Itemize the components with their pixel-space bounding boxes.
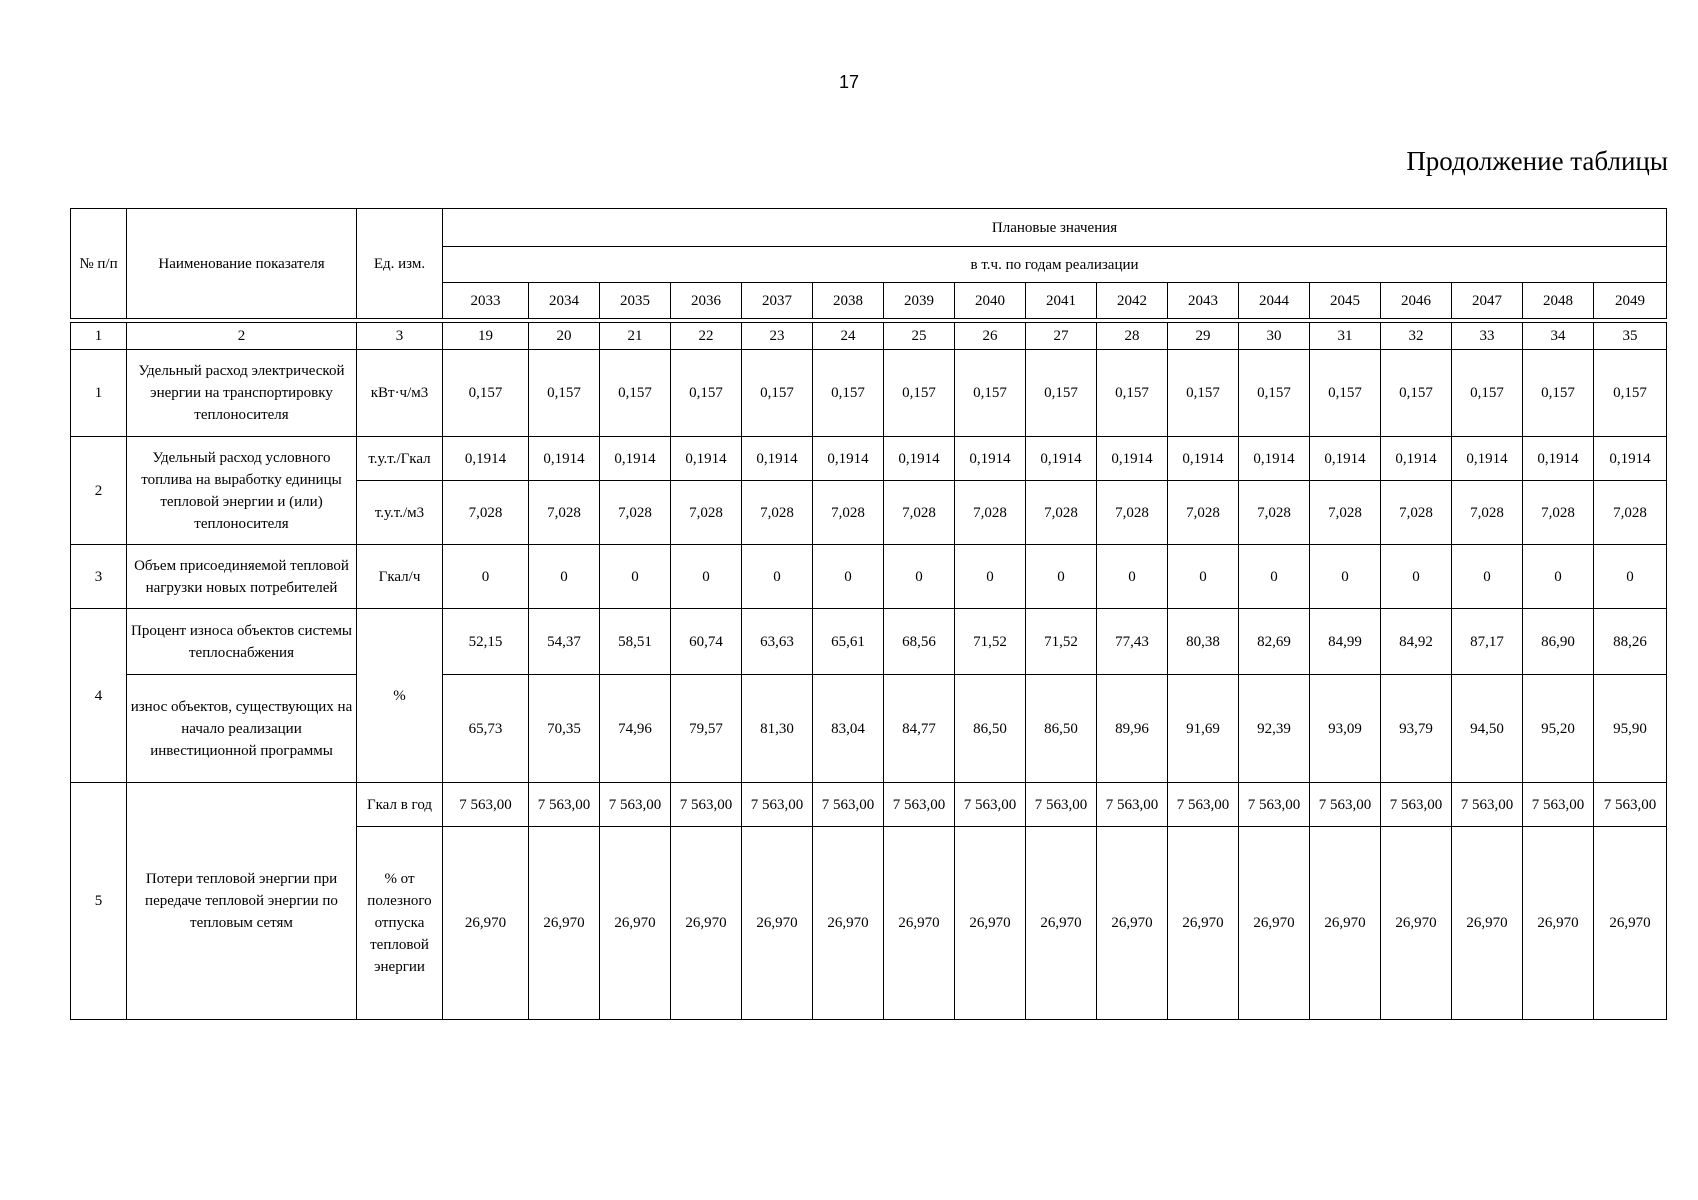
unit-cell: Гкал/ч <box>357 545 443 609</box>
header-name: Наименование показателя <box>127 209 357 319</box>
value-cell: 0,157 <box>1097 350 1168 437</box>
value-cell: 0,157 <box>529 350 600 437</box>
row-number: 2 <box>71 437 127 545</box>
value-cell: 0,157 <box>1168 350 1239 437</box>
value-cell: 7 563,00 <box>742 783 813 827</box>
year-header: 2036 <box>671 283 742 319</box>
value-cell: 7,028 <box>1381 481 1452 545</box>
value-cell: 7 563,00 <box>1523 783 1594 827</box>
value-cell: 0 <box>1026 545 1097 609</box>
value-cell: 83,04 <box>813 675 884 783</box>
value-cell: 26,970 <box>1452 827 1523 1020</box>
value-cell: 93,79 <box>1381 675 1452 783</box>
indicators-table <box>70 208 1667 1020</box>
column-number: 20 <box>529 323 600 350</box>
value-cell: 7,028 <box>1026 481 1097 545</box>
value-cell: 89,96 <box>1097 675 1168 783</box>
value-cell: 0 <box>813 545 884 609</box>
value-cell: 26,970 <box>529 827 600 1020</box>
year-header: 2044 <box>1239 283 1310 319</box>
value-cell: 94,50 <box>1452 675 1523 783</box>
value-cell: 7 563,00 <box>600 783 671 827</box>
value-cell: 26,970 <box>671 827 742 1020</box>
value-cell: 58,51 <box>600 609 671 675</box>
value-cell: 87,17 <box>1452 609 1523 675</box>
value-cell: 0,157 <box>1239 350 1310 437</box>
value-cell: 74,96 <box>600 675 671 783</box>
value-cell: 26,970 <box>1594 827 1667 1020</box>
value-cell: 0,1914 <box>1594 437 1667 481</box>
value-cell: 0,157 <box>600 350 671 437</box>
year-header: 2046 <box>1381 283 1452 319</box>
unit-cell: % <box>357 609 443 783</box>
value-cell: 7 563,00 <box>443 783 529 827</box>
value-cell: 7 563,00 <box>1594 783 1667 827</box>
year-header: 2033 <box>443 283 529 319</box>
year-header: 2040 <box>955 283 1026 319</box>
value-cell: 86,50 <box>955 675 1026 783</box>
value-cell: 0,1914 <box>443 437 529 481</box>
value-cell: 63,63 <box>742 609 813 675</box>
value-cell: 0,1914 <box>1097 437 1168 481</box>
column-number: 25 <box>884 323 955 350</box>
value-cell: 7 563,00 <box>1310 783 1381 827</box>
value-cell: 0 <box>1523 545 1594 609</box>
indicator-name: Процент износа объектов системы теплоснабжения <box>127 609 357 675</box>
unit-cell: т.у.т./м3 <box>357 481 443 545</box>
column-number: 22 <box>671 323 742 350</box>
continuation-caption: Продолжение таблицы <box>1406 146 1668 176</box>
value-cell: 0 <box>1310 545 1381 609</box>
indicator-name: Объем присоединяемой тепловой нагрузки новых потребителей <box>127 545 357 609</box>
value-cell: 93,09 <box>1310 675 1381 783</box>
year-header: 2038 <box>813 283 884 319</box>
value-cell: 7,028 <box>1310 481 1381 545</box>
column-number: 19 <box>443 323 529 350</box>
value-cell: 0 <box>884 545 955 609</box>
value-cell: 0,1914 <box>742 437 813 481</box>
value-cell: 26,970 <box>1523 827 1594 1020</box>
value-cell: 7,028 <box>1168 481 1239 545</box>
unit-cell: Гкал в год <box>357 783 443 827</box>
value-cell: 60,74 <box>671 609 742 675</box>
value-cell: 0,1914 <box>1452 437 1523 481</box>
column-number: 28 <box>1097 323 1168 350</box>
value-cell: 0,1914 <box>1381 437 1452 481</box>
value-cell: 52,15 <box>443 609 529 675</box>
value-cell: 70,35 <box>529 675 600 783</box>
value-cell: 84,92 <box>1381 609 1452 675</box>
value-cell: 7,028 <box>529 481 600 545</box>
year-header: 2043 <box>1168 283 1239 319</box>
value-cell: 92,39 <box>1239 675 1310 783</box>
column-number: 21 <box>600 323 671 350</box>
header-num: № п/п <box>71 209 127 319</box>
value-cell: 7,028 <box>742 481 813 545</box>
indicator-name: Удельный расход условного топлива на выработку единицы тепловой энергии и (или) теплоносителя <box>127 437 357 545</box>
value-cell: 7,028 <box>600 481 671 545</box>
value-cell: 0,1914 <box>813 437 884 481</box>
value-cell: 0 <box>1452 545 1523 609</box>
header-planned-values: Плановые значения <box>443 209 1667 247</box>
value-cell: 80,38 <box>1168 609 1239 675</box>
value-cell: 7,028 <box>1452 481 1523 545</box>
value-cell: 7,028 <box>884 481 955 545</box>
year-header: 2048 <box>1523 283 1594 319</box>
value-cell: 0,157 <box>671 350 742 437</box>
value-cell: 0,157 <box>742 350 813 437</box>
value-cell: 7 563,00 <box>1168 783 1239 827</box>
value-cell: 0,157 <box>1026 350 1097 437</box>
value-cell: 0,157 <box>1452 350 1523 437</box>
year-header: 2037 <box>742 283 813 319</box>
value-cell: 0 <box>671 545 742 609</box>
indicator-name: Потери тепловой энергии при передаче тепловой энергии по тепловым сетям <box>127 783 357 1020</box>
year-header: 2045 <box>1310 283 1381 319</box>
value-cell: 7,028 <box>1523 481 1594 545</box>
value-cell: 0,1914 <box>884 437 955 481</box>
value-cell: 7 563,00 <box>1239 783 1310 827</box>
value-cell: 0 <box>443 545 529 609</box>
column-number: 26 <box>955 323 1026 350</box>
value-cell: 26,970 <box>1097 827 1168 1020</box>
value-cell: 7 563,00 <box>1452 783 1523 827</box>
row-number: 5 <box>71 783 127 1020</box>
column-number: 30 <box>1239 323 1310 350</box>
value-cell: 0,1914 <box>1239 437 1310 481</box>
value-cell: 84,77 <box>884 675 955 783</box>
year-header: 2049 <box>1594 283 1667 319</box>
year-header: 2047 <box>1452 283 1523 319</box>
value-cell: 0,157 <box>1523 350 1594 437</box>
column-number: 2 <box>127 323 357 350</box>
value-cell: 7,028 <box>813 481 884 545</box>
value-cell: 26,970 <box>1026 827 1097 1020</box>
value-cell: 68,56 <box>884 609 955 675</box>
value-cell: 26,970 <box>813 827 884 1020</box>
value-cell: 0 <box>742 545 813 609</box>
value-cell: 26,970 <box>955 827 1026 1020</box>
value-cell: 7 563,00 <box>1026 783 1097 827</box>
value-cell: 0,157 <box>1310 350 1381 437</box>
value-cell: 81,30 <box>742 675 813 783</box>
value-cell: 86,90 <box>1523 609 1594 675</box>
value-cell: 0,157 <box>443 350 529 437</box>
value-cell: 77,43 <box>1097 609 1168 675</box>
value-cell: 0 <box>1097 545 1168 609</box>
column-number: 27 <box>1026 323 1097 350</box>
value-cell: 0,157 <box>1594 350 1667 437</box>
column-number: 29 <box>1168 323 1239 350</box>
column-number: 34 <box>1523 323 1594 350</box>
value-cell: 0,1914 <box>1310 437 1381 481</box>
value-cell: 0 <box>529 545 600 609</box>
unit-cell: кВт·ч/м3 <box>357 350 443 437</box>
value-cell: 7,028 <box>1594 481 1667 545</box>
column-number: 23 <box>742 323 813 350</box>
value-cell: 65,61 <box>813 609 884 675</box>
value-cell: 0,1914 <box>529 437 600 481</box>
row-number: 1 <box>71 350 127 437</box>
value-cell: 71,52 <box>955 609 1026 675</box>
value-cell: 7,028 <box>1239 481 1310 545</box>
value-cell: 71,52 <box>1026 609 1097 675</box>
value-cell: 0,157 <box>884 350 955 437</box>
value-cell: 0 <box>600 545 671 609</box>
value-cell: 0,1914 <box>671 437 742 481</box>
year-header: 2039 <box>884 283 955 319</box>
value-cell: 7,028 <box>1097 481 1168 545</box>
value-cell: 0,1914 <box>1168 437 1239 481</box>
value-cell: 0 <box>1381 545 1452 609</box>
value-cell: 26,970 <box>1381 827 1452 1020</box>
value-cell: 0 <box>955 545 1026 609</box>
value-cell: 26,970 <box>742 827 813 1020</box>
unit-cell: % от полезного отпуска тепловой энергии <box>357 827 443 1020</box>
value-cell: 91,69 <box>1168 675 1239 783</box>
value-cell: 7 563,00 <box>1097 783 1168 827</box>
column-number: 3 <box>357 323 443 350</box>
value-cell: 26,970 <box>1239 827 1310 1020</box>
value-cell: 0 <box>1594 545 1667 609</box>
column-number: 31 <box>1310 323 1381 350</box>
value-cell: 26,970 <box>1168 827 1239 1020</box>
year-header: 2035 <box>600 283 671 319</box>
value-cell: 88,26 <box>1594 609 1667 675</box>
value-cell: 7 563,00 <box>955 783 1026 827</box>
value-cell: 26,970 <box>600 827 671 1020</box>
page-number: 17 <box>838 72 860 92</box>
value-cell: 0,157 <box>813 350 884 437</box>
value-cell: 82,69 <box>1239 609 1310 675</box>
row-number: 4 <box>71 609 127 783</box>
column-number: 1 <box>71 323 127 350</box>
column-number: 33 <box>1452 323 1523 350</box>
value-cell: 7 563,00 <box>529 783 600 827</box>
value-cell: 86,50 <box>1026 675 1097 783</box>
value-cell: 7 563,00 <box>1381 783 1452 827</box>
value-cell: 26,970 <box>884 827 955 1020</box>
value-cell: 65,73 <box>443 675 529 783</box>
column-number: 32 <box>1381 323 1452 350</box>
header-by-years: в т.ч. по годам реализации <box>443 247 1667 283</box>
value-cell: 7,028 <box>443 481 529 545</box>
row-number: 3 <box>71 545 127 609</box>
year-header: 2034 <box>529 283 600 319</box>
value-cell: 7,028 <box>955 481 1026 545</box>
value-cell: 0,157 <box>955 350 1026 437</box>
value-cell: 54,37 <box>529 609 600 675</box>
value-cell: 0,1914 <box>1026 437 1097 481</box>
indicator-name: износ объектов, существующих на начало реализации инвестиционной программы <box>127 675 357 783</box>
indicator-name: Удельный расход электрической энергии на транспортировку теплоносителя <box>127 350 357 437</box>
year-header: 2041 <box>1026 283 1097 319</box>
value-cell: 79,57 <box>671 675 742 783</box>
value-cell: 0,1914 <box>600 437 671 481</box>
value-cell: 0,157 <box>1381 350 1452 437</box>
value-cell: 0 <box>1168 545 1239 609</box>
value-cell: 95,90 <box>1594 675 1667 783</box>
value-cell: 26,970 <box>443 827 529 1020</box>
year-header: 2042 <box>1097 283 1168 319</box>
value-cell: 0,1914 <box>955 437 1026 481</box>
unit-cell: т.у.т./Гкал <box>357 437 443 481</box>
value-cell: 26,970 <box>1310 827 1381 1020</box>
value-cell: 7,028 <box>671 481 742 545</box>
column-number: 24 <box>813 323 884 350</box>
value-cell: 0,1914 <box>1523 437 1594 481</box>
value-cell: 0 <box>1239 545 1310 609</box>
value-cell: 84,99 <box>1310 609 1381 675</box>
header-unit: Ед. изм. <box>357 209 443 319</box>
column-number: 35 <box>1594 323 1667 350</box>
value-cell: 7 563,00 <box>671 783 742 827</box>
value-cell: 7 563,00 <box>884 783 955 827</box>
value-cell: 7 563,00 <box>813 783 884 827</box>
value-cell: 95,20 <box>1523 675 1594 783</box>
